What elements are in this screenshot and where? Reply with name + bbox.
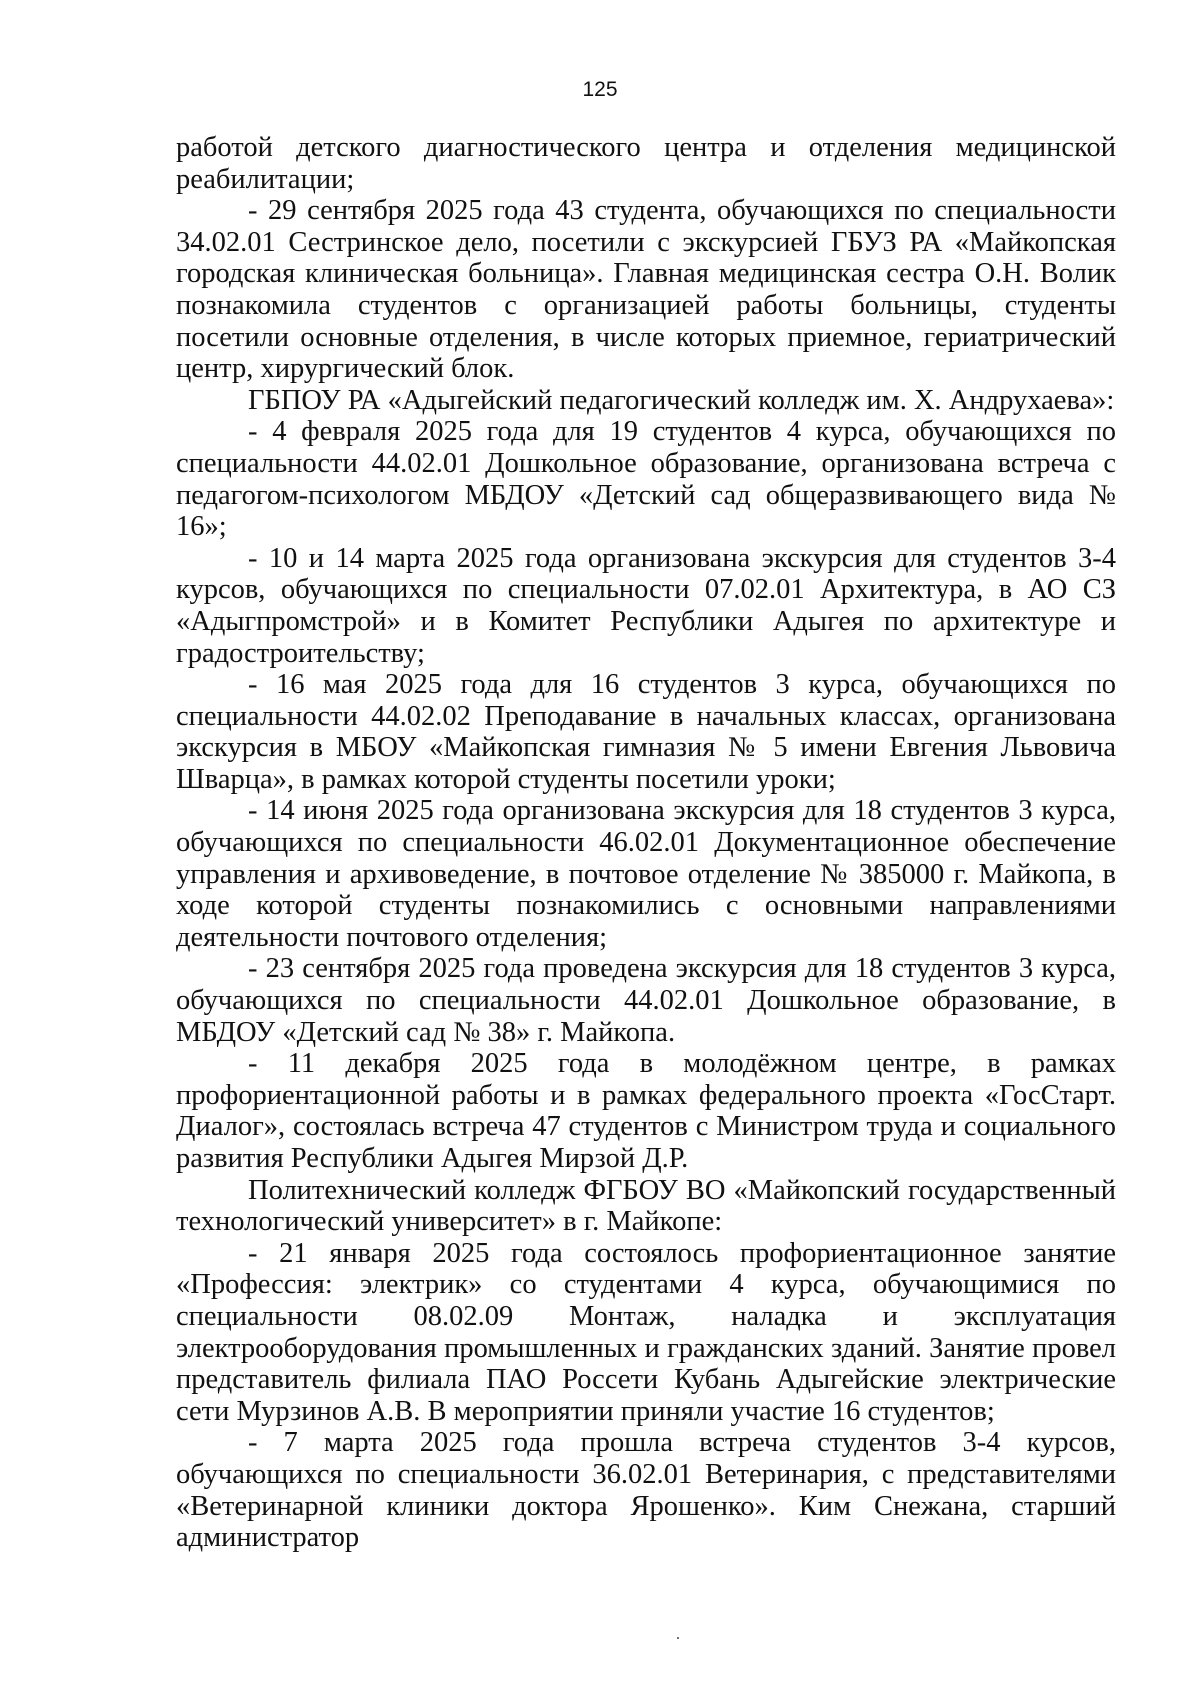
document-body (176, 132, 1116, 1554)
paragraph-architecture-excursion: - 10 и 14 марта 2025 года организована экскурсия для студентов 3-4 курсов, обучающихся по специальности 07.02.01 Архитектура, в АО СЗ «Адыгпромстрой» и в Комитет Республики Адыгея по архитектуре и градостроительству; (176, 542, 1116, 669)
paragraph-pedagogical-college-heading: ГБПОУ РА «Адыгейский педагогический колледж им. Х. Андрухаева»: (248, 384, 1115, 416)
paragraph-electrician-session: - 21 января 2025 года состоялось профориентационное занятие «Профессия: электрик» со студентами 4 курса, обучающимися по специальности 08.02.09 Монтаж, наладка и эксплуатация электрооборудования промышленных и гражданских зданий. Занятие провел представитель филиала ПАО Россети Кубань Адыгейские электрические сети Мурзинов А.В. В мероприятии приняли участие 16 студентов; (176, 1237, 1116, 1427)
paragraph-kindergarten-excursion: - 23 сентября 2025 года проведена экскурсия для 18 студентов 3 курса, обучающихся по специальности 44.02.01 Дошкольное образование, в МБДОУ «Детский сад № 38» г. Майкопа. (176, 953, 1116, 1048)
scan-speck (677, 1637, 679, 1639)
page-number: 125 (582, 78, 618, 101)
paragraph-nursing-excursion: - 29 сентября 2025 года 43 студента, обучающихся по специальности 34.02.01 Сестринское дело, посетили с экскурсией ГБУЗ РА «Майкопская городская клиническая больница». Главная медицинская сестра О.Н. Волик познакомила студентов с организацией работы больницы, студенты посетили основные отделения, в числе которых приемное, гериатрический центр, хирургический блок. (176, 195, 1116, 385)
paragraph-post-office-excursion: - 14 июня 2025 года организована экскурсия для 18 студентов 3 курса, обучающихся по специальности 46.02.01 Документационное обеспечение управления и архивоведение, в почтовое отделение № 385000 г. Майкопа, в ходе которой студенты познакомились с основными направлениями деятельности почтового отделения; (176, 795, 1116, 953)
paragraph-rehab-continuation: работой детского диагностического центра и отделения медицинской реабилитации; (176, 132, 1116, 195)
paragraph-veterinary-meeting: - 7 марта 2025 года прошла встреча студентов 3-4 курсов, обучающихся по специальности 36.02.01 Ветеринария, с представителями «Ветеринарной клиники доктора Ярошенко». Ким Снежана, старший администратор (176, 1427, 1116, 1554)
paragraph-polytechnic-college-heading: Политехнический колледж ФГБОУ ВО «Майкопский государственный технологический университет» в г. Майкопе: (176, 1174, 1116, 1238)
paragraph-preschool-meeting: - 4 февраля 2025 года для 19 студентов 4 курса, обучающихся по специальности 44.02.01 Дошкольное образование, организована встреча с педагогом-психологом МБДОУ «Детский сад общеразвивающего вида № 16»; (176, 416, 1116, 543)
paragraph-youth-center-meeting: - 11 декабря 2025 года в молодёжном центре, в рамках профориентационной работы и в рамках федерального проекта «ГосСтарт. Диалог», состоялась встреча 47 студентов с Министром труда и социального развития Республики Адыгея Мирзой Д.Р. (176, 1048, 1116, 1174)
paragraph-gymnasium-excursion: - 16 мая 2025 года для 16 студентов 3 курса, обучающихся по специальности 44.02.02 Преподавание в начальных классах, организована экскурсия в МБОУ «Майкопская гимназия № 5 имени Евгения Львовича Шварца», в рамках которой студенты посетили уроки; (176, 669, 1116, 795)
